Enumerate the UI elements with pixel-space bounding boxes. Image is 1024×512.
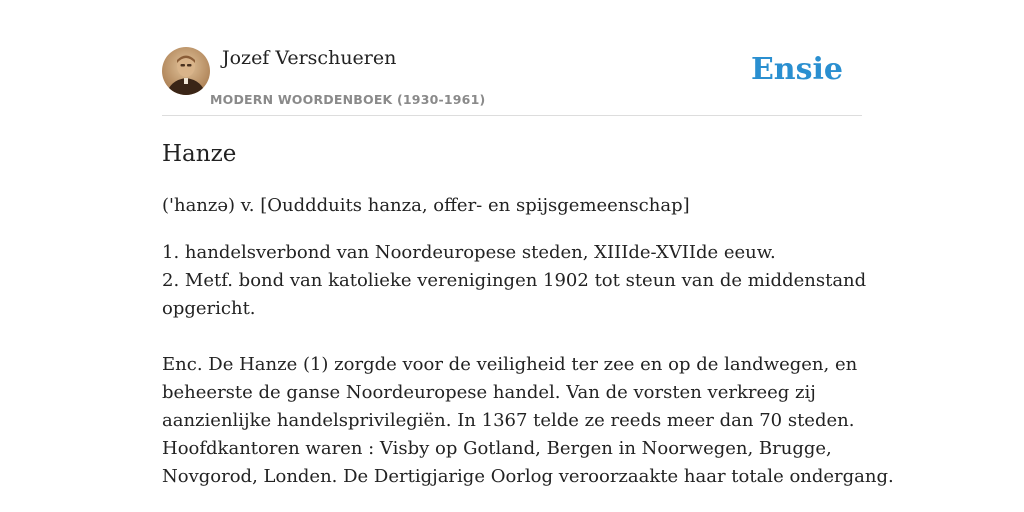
definition-line: 2. Metf. bond van katolieke verenigingen 1902 tot steun van de middenstand bbox=[162, 270, 867, 291]
encyclopedia-line: aanzienlijke handelsprivilegiën. In 1367 telde ze reeds meer dan 70 steden. bbox=[162, 410, 855, 431]
encyclopedia-line: Novgorod, Londen. De Dertigjarige Oorlog veroorzaakte haar totale ondergang. bbox=[162, 466, 894, 487]
encyclopedia-line: beheerste de ganse Noordeuropese handel. Van de vorsten verkreeg zij bbox=[162, 382, 816, 403]
author-avatar[interactable] bbox=[162, 47, 210, 95]
brand-logo[interactable]: Ensie bbox=[750, 52, 843, 87]
author-portrait-icon bbox=[162, 47, 210, 95]
entry-page bbox=[162, 0, 894, 512]
entry-body bbox=[162, 239, 894, 491]
author-name[interactable]: Jozef Verschueren bbox=[222, 47, 397, 69]
encyclopedia-line: Enc. De Hanze (1) zorgde voor de veiligheid ter zee en op de landwegen, en bbox=[162, 354, 858, 375]
entry-etymology: ('hanzə) v. [Ouddduits hanza, offer- en spijsgemeenschap] bbox=[162, 195, 690, 216]
definition-line: opgericht. bbox=[162, 298, 256, 319]
definition-line: 1. handelsverbond van Noordeuropese steden, XIIIde-XVIIde eeuw. bbox=[162, 242, 776, 263]
entry-headword: Hanze bbox=[162, 141, 237, 167]
encyclopedia-line: Hoofdkantoren waren : Visby op Gotland, Bergen in Noorwegen, Brugge, bbox=[162, 438, 832, 459]
source-label[interactable]: MODERN WOORDENBOEK (1930-1961) bbox=[210, 92, 486, 107]
header-divider bbox=[162, 115, 862, 116]
paragraph-gap bbox=[162, 323, 862, 351]
